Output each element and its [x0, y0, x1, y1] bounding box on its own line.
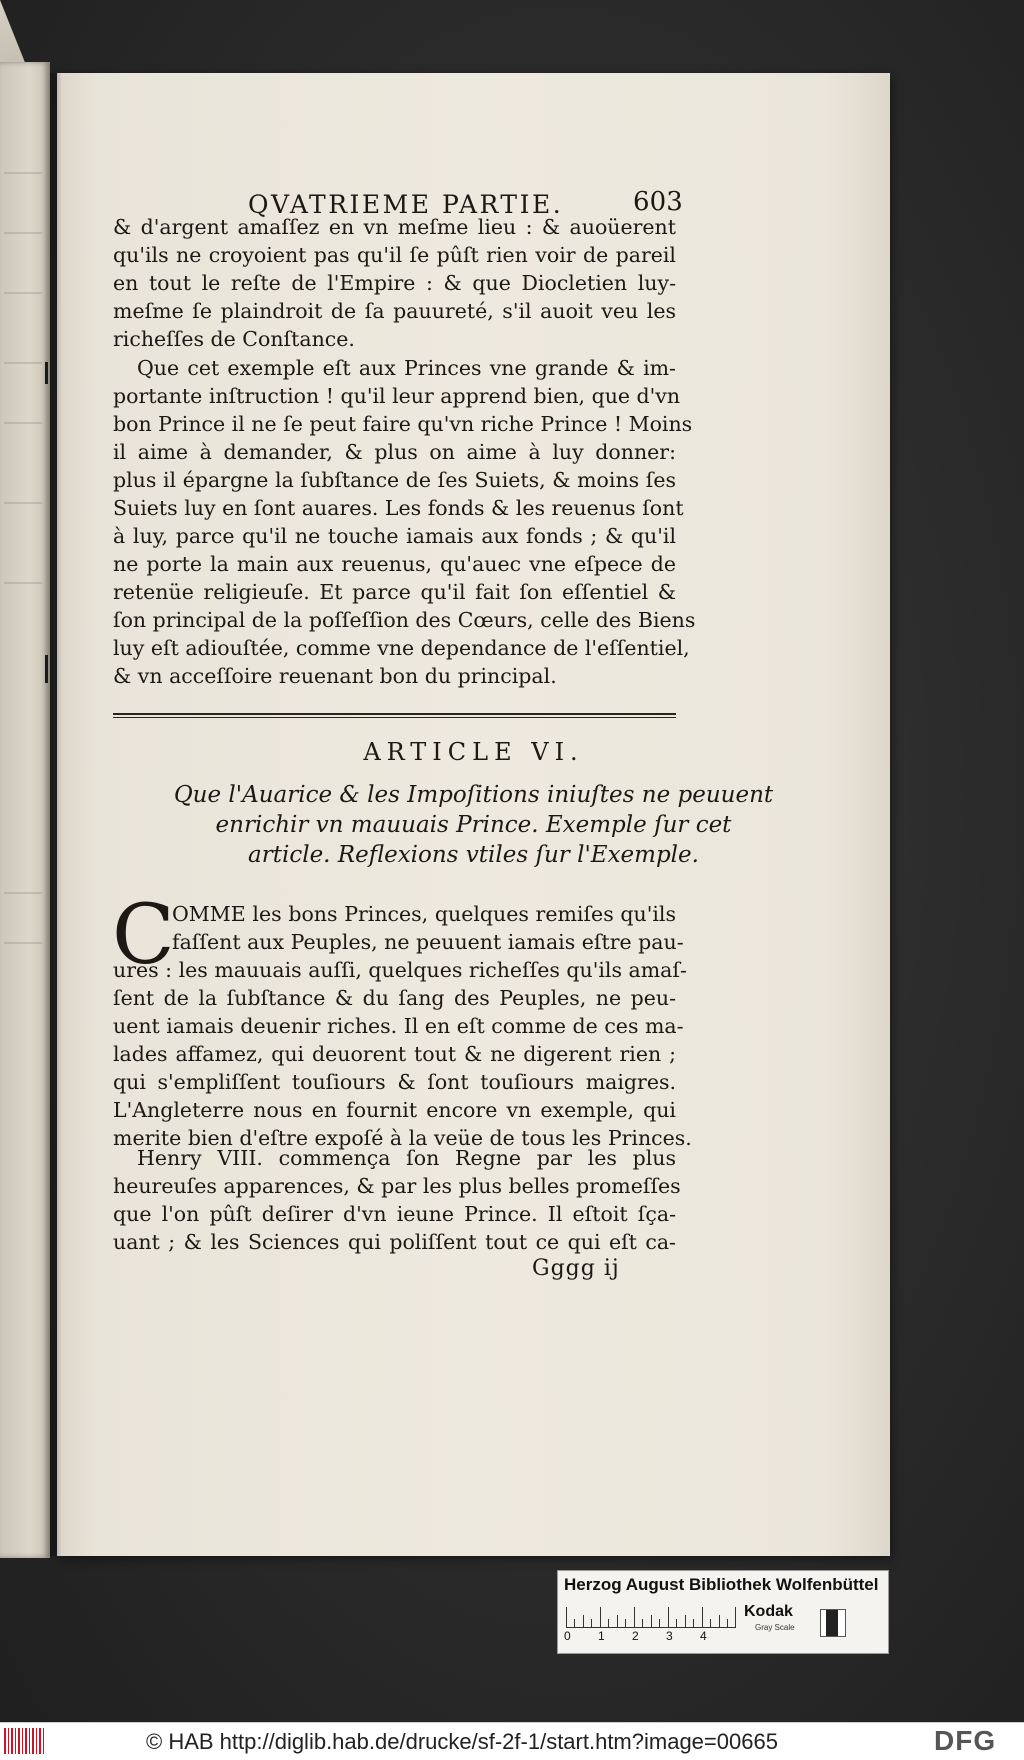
article-heading: ARTICLE VI. [363, 738, 584, 766]
section-rule-thin [113, 717, 676, 718]
text-line: L'Angleterre nous en fournit encore vn exemple, qui [113, 1098, 676, 1122]
text-line: qu'ils ne croyoient pas qu'il ſe pûſt rien voir de pareil [113, 243, 676, 267]
text-line: OMME les bons Princes, quelques remiſes qu'ils [172, 902, 676, 926]
text-line: luy eſt adiouſtée, comme vne dependance de l'eſſentiel, [113, 636, 690, 660]
page-number: 603 [633, 187, 683, 217]
running-head: QVATRIEME PARTIE. [248, 190, 564, 219]
text-line: Que cet exemple eſt aux Princes vne grande & im- [137, 356, 676, 380]
text-line: bon Prince il ne ſe peut faire qu'vn riche Prince ! Moins [113, 412, 693, 436]
article-summary-line: enrichir vn mauuais Prince. Exemple ſur cet [215, 812, 732, 838]
text-line: merite bien d'eſtre expoſé à la veüe de tous les Princes. [113, 1126, 692, 1150]
dfg-logo: DFG [934, 1725, 997, 1756]
footer-bar [0, 1722, 1024, 1760]
text-line: Henry VIII. commença ſon Regne par les plus [137, 1146, 676, 1170]
scale-number: 4 [700, 1629, 707, 1643]
text-line: richeſſes de Conſtance. [113, 327, 355, 351]
text-line: uant ; & les Sciences qui poliſſent tout ce qui eſt ca- [113, 1230, 676, 1254]
article-summary-line: article. Reflexions vtiles ſur l'Exemple. [248, 842, 699, 868]
text-line: en tout le reſte de l'Empire : & que Diocletien luy- [113, 271, 676, 295]
text-line: & d'argent amaſſez en vn meſme lieu : & auoüerent [113, 215, 676, 239]
text-line: Suiets luy en ſont auares. Les fonds & les reuenus ſont [113, 496, 684, 520]
library-name: Herzog August Bibliothek Wolfenbüttel [564, 1575, 879, 1594]
scale-number: 3 [666, 1629, 673, 1643]
gray-scale-patch [820, 1609, 846, 1637]
text-line: ures : les mauuais auſſi, quelques richeſſes qu'ils amaſ- [113, 958, 687, 982]
drop-cap: C [112, 888, 175, 983]
text-line: retenüe religieuſe. Et parce qu'il fait ſon eſſentiel & [113, 580, 676, 604]
text-line: heureuſes apparences, & par les plus belles promeſſes [113, 1174, 681, 1198]
footer-credit-link[interactable]: © HAB http://diglib.hab.de/drucke/sf-2f-1/start.htm?image=00665 [146, 1729, 778, 1754]
scale-number: 0 [564, 1629, 571, 1643]
text-line: plus il épargne la ſubſtance de ſes Suiets, & moins ſes [113, 468, 676, 492]
scale-number: 1 [598, 1629, 605, 1643]
gray-scale-caption: Gray Scale [755, 1623, 795, 1632]
scale-ruler [566, 1607, 736, 1628]
library-scan-label [557, 1570, 889, 1654]
text-line: meſme ſe plaindroit de ſa pauureté, s'il auoit veu les [113, 299, 676, 323]
text-line: qui s'empliſſent touſiours & ſont touſiours maigres. [113, 1070, 676, 1094]
text-line: & vn acceſſoire reuenant bon du principal. [113, 664, 557, 688]
section-rule [113, 713, 676, 715]
text-line: ſon principal de la poſſeſſion des Cœurs, celle des Biens [113, 608, 696, 632]
kodak-brand: Kodak [744, 1603, 793, 1620]
text-line: ne porte la main aux reuenus, qu'auec vne eſpece de [113, 552, 676, 576]
text-line: uent iamais deuenir riches. Il en eſt comme de ces ma- [113, 1014, 684, 1038]
text-line: lades affamez, qui deuorent tout & ne digerent rien ; [113, 1042, 676, 1066]
text-line: il aime à demander, & plus on aime à luy donner: [113, 440, 676, 464]
article-summary-line: Que l'Auarice & les Impoſitions iniuſtes ne peuuent [173, 782, 774, 808]
text-line: que l'on pûſt deſirer d'vn ieune Prince. Il eſtoit ſça- [113, 1202, 676, 1226]
text-line: portante inſtruction ! qu'il leur apprend bien, que d'vn [113, 384, 681, 408]
left-adjacent-page [0, 62, 50, 1558]
text-line: faſſent aux Peuples, ne peuuent iamais eſtre pau- [172, 930, 684, 954]
text-line: à luy, parce qu'il ne touche iamais aux fonds ; & qu'il [113, 524, 676, 548]
signature-mark: Gggg ij [532, 1256, 620, 1281]
hab-logo-icon [4, 1728, 46, 1754]
scale-number: 2 [632, 1629, 639, 1643]
text-line: ſent de la ſubſtance & du ſang des Peuples, ne peu- [113, 986, 676, 1010]
